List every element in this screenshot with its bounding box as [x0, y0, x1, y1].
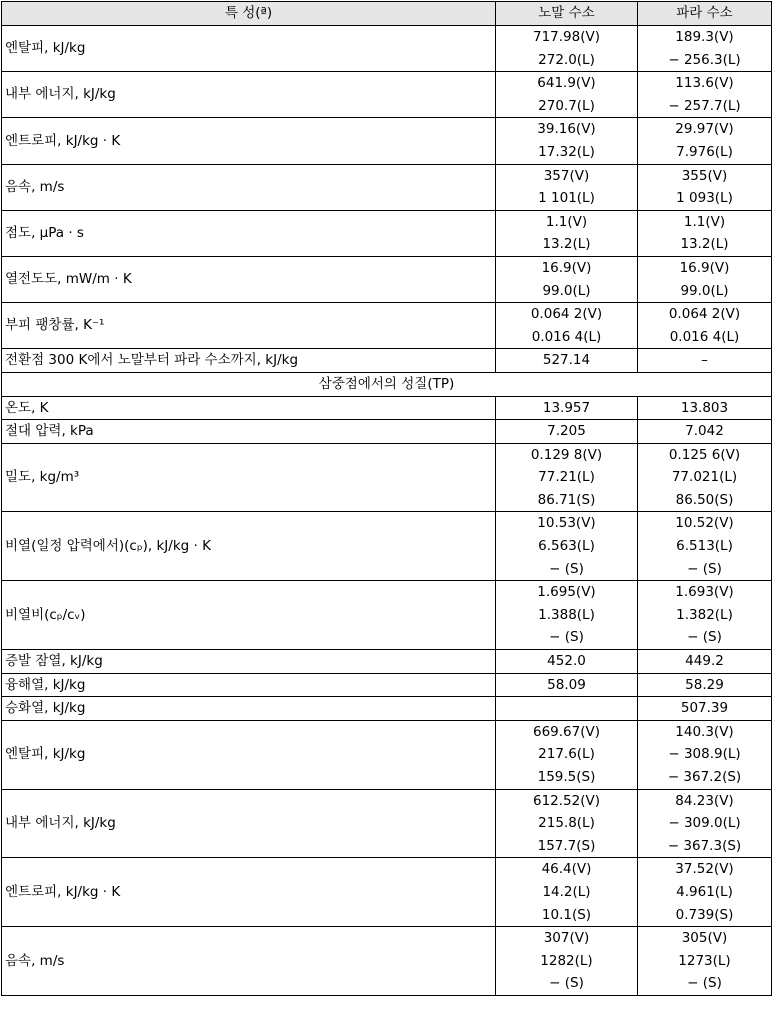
normal-value: 1282(L)	[540, 952, 593, 969]
para-value: 86.50(S)	[675, 491, 734, 508]
normal-value: 612.52(V)	[532, 792, 600, 809]
table-row	[2, 650, 772, 674]
para-value-cell	[638, 650, 772, 674]
table-row	[2, 164, 772, 210]
para-value: 1273(L)	[678, 952, 731, 969]
property-label: 비열(일정 압력에서)(cₚ), kJ/kg · K	[2, 512, 496, 581]
para-value: 13.2(L)	[680, 236, 729, 253]
table-row	[2, 927, 772, 996]
table-body	[2, 26, 772, 996]
para-value: 1 093(L)	[676, 190, 733, 207]
table-row	[2, 26, 772, 72]
para-value: − 367.3(S)	[667, 837, 742, 854]
property-label: 내부 에너지, kJ/kg	[2, 72, 496, 118]
para-value: − 309.0(L)	[668, 815, 741, 832]
table-row	[2, 581, 772, 650]
normal-value: 7.205	[547, 423, 586, 440]
table-row	[2, 443, 772, 512]
property-label: 절대 압력, kPa	[2, 420, 496, 444]
property-label: 내부 에너지, kJ/kg	[2, 789, 496, 858]
para-value: 99.0(L)	[680, 282, 729, 299]
normal-value: 272.0(L)	[538, 51, 595, 68]
header-normal-hydrogen: 노말 수소	[496, 2, 638, 26]
para-value: 58.29	[685, 676, 724, 693]
para-value-cell	[638, 443, 772, 512]
normal-value-cell	[496, 396, 638, 420]
para-value: 189.3(V)	[675, 29, 734, 45]
para-value: 6.513(L)	[676, 538, 733, 555]
property-label: 온도, K	[2, 396, 496, 420]
para-value: 13.803	[680, 399, 729, 416]
para-value: 7.976(L)	[676, 143, 733, 160]
normal-value: − (S)	[549, 975, 584, 992]
normal-value-cell	[496, 349, 638, 373]
hydrogen-properties-table	[1, 1, 772, 996]
para-value-cell	[638, 581, 772, 650]
normal-value: 16.9(V)	[541, 259, 592, 276]
section-title: 삼중점에서의 성질(TP)	[2, 372, 772, 396]
table-row	[2, 349, 772, 373]
property-label: 승화열, kJ/kg	[2, 697, 496, 721]
table-row	[2, 396, 772, 420]
para-value: 77.021(L)	[671, 469, 738, 486]
para-value: 449.2	[685, 653, 724, 670]
normal-value-cell	[496, 858, 638, 927]
normal-value: 77.21(L)	[538, 469, 595, 486]
para-value-cell	[638, 303, 772, 349]
para-value: 113.6(V)	[675, 75, 734, 92]
property-label: 융해열, kJ/kg	[2, 673, 496, 697]
para-value: − 367.2(S)	[667, 769, 742, 785]
normal-value: 17.32(L)	[538, 143, 595, 160]
normal-value: 86.71(S)	[537, 491, 596, 508]
normal-value: 14.2(L)	[542, 883, 591, 900]
normal-value-cell	[496, 118, 638, 164]
normal-value-cell	[496, 512, 638, 581]
normal-value-cell	[496, 210, 638, 256]
para-value-cell	[638, 349, 772, 373]
normal-value-cell	[496, 673, 638, 697]
table-row	[2, 512, 772, 581]
table-row	[2, 72, 772, 118]
property-label: 엔트로피, kJ/kg · K	[2, 118, 496, 164]
para-value: − 257.7(L)	[668, 97, 741, 114]
property-label: 부피 팽창률, K⁻¹	[2, 303, 496, 349]
property-label: 엔탈피, kJ/kg	[2, 26, 496, 72]
para-value-cell	[638, 420, 772, 444]
normal-value: − (S)	[549, 629, 584, 646]
para-value: –	[701, 352, 708, 369]
para-value-cell	[638, 164, 772, 210]
normal-value: 527.14	[542, 352, 591, 369]
normal-value-cell	[496, 697, 638, 721]
para-value: 10.52(V)	[675, 515, 734, 532]
normal-value: 99.0(L)	[542, 282, 591, 299]
para-value: 305(V)	[681, 930, 728, 947]
normal-value: 13.2(L)	[542, 236, 591, 253]
para-value-cell	[638, 720, 772, 789]
normal-value: 452.0	[547, 653, 586, 670]
normal-value: 39.16(V)	[537, 121, 596, 138]
normal-value: 357(V)	[543, 167, 590, 184]
normal-value: 159.5(S)	[537, 769, 596, 785]
normal-value: 0.016 4(L)	[531, 328, 602, 345]
property-label: 전환점 300 K에서 노말부터 파라 수소까지, kJ/kg	[2, 349, 496, 373]
para-value: 4.961(L)	[676, 883, 733, 900]
section-row	[2, 372, 772, 396]
para-value: 29.97(V)	[675, 121, 734, 138]
para-value-cell	[638, 118, 772, 164]
normal-value: 10.53(V)	[537, 515, 596, 532]
table-row	[2, 789, 772, 858]
normal-value-cell	[496, 650, 638, 674]
para-value: − (S)	[687, 560, 722, 577]
table-row	[2, 210, 772, 256]
normal-value: 1 101(L)	[538, 190, 595, 207]
normal-value: 46.4(V)	[541, 861, 592, 878]
normal-value: 1.388(L)	[538, 606, 595, 623]
normal-value-cell	[496, 26, 638, 72]
para-value: 0.064 2(V)	[668, 306, 741, 323]
normal-value: 58.09	[547, 676, 586, 693]
para-value-cell	[638, 512, 772, 581]
para-value: − 256.3(L)	[668, 51, 741, 68]
normal-value-cell	[496, 256, 638, 302]
normal-value: 13.957	[542, 399, 591, 416]
normal-value: 1.1(V)	[545, 213, 588, 230]
normal-value	[500, 697, 633, 720]
property-label: 비열비(cₚ/cᵥ)	[2, 581, 496, 650]
para-value-cell	[638, 26, 772, 72]
para-value: 16.9(V)	[679, 259, 730, 276]
para-value: 0.125 6(V)	[668, 446, 741, 463]
para-value: 140.3(V)	[675, 723, 734, 740]
header-para-hydrogen: 파라 수소	[638, 2, 772, 26]
normal-value: 669.67(V)	[532, 723, 600, 740]
property-label: 열전도도, mW/m · K	[2, 256, 496, 302]
para-value-cell	[638, 210, 772, 256]
para-value: 507.39	[680, 700, 729, 717]
normal-value-cell	[496, 581, 638, 650]
normal-value-cell	[496, 303, 638, 349]
para-value: 1.382(L)	[676, 606, 733, 623]
normal-value-cell	[496, 420, 638, 444]
property-label: 점도, μPa · s	[2, 210, 496, 256]
normal-value: 217.6(L)	[538, 746, 595, 763]
normal-value-cell	[496, 720, 638, 789]
normal-value: 307(V)	[543, 930, 590, 947]
para-value-cell	[638, 396, 772, 420]
normal-value: 157.7(S)	[537, 837, 596, 854]
para-value: − 308.9(L)	[668, 746, 741, 763]
property-label: 음속, m/s	[2, 164, 496, 210]
table-row	[2, 697, 772, 721]
normal-value-cell	[496, 789, 638, 858]
property-label: 엔트로피, kJ/kg · K	[2, 858, 496, 927]
para-value: 0.016 4(L)	[669, 328, 740, 345]
para-value: 7.042	[685, 423, 724, 440]
header-property: 특 성(ª)	[2, 2, 496, 26]
table-row	[2, 673, 772, 697]
property-label: 증발 잠열, kJ/kg	[2, 650, 496, 674]
table-row	[2, 256, 772, 302]
para-value-cell	[638, 858, 772, 927]
para-value: 1.693(V)	[675, 584, 734, 601]
property-label: 엔탈피, kJ/kg	[2, 720, 496, 789]
normal-value-cell	[496, 443, 638, 512]
normal-value-cell	[496, 927, 638, 996]
para-value-cell	[638, 673, 772, 697]
table-row	[2, 720, 772, 789]
normal-value: 215.8(L)	[538, 815, 595, 832]
para-value-cell	[638, 789, 772, 858]
para-value-cell	[638, 697, 772, 721]
table-row	[2, 858, 772, 927]
para-value-cell	[638, 256, 772, 302]
normal-value: 270.7(L)	[538, 97, 595, 114]
header-row	[2, 2, 772, 26]
normal-value-cell	[496, 164, 638, 210]
property-label: 밀도, kg/m³	[2, 443, 496, 512]
normal-value: 641.9(V)	[537, 75, 596, 92]
table-row	[2, 118, 772, 164]
normal-value: − (S)	[549, 560, 584, 577]
normal-value: 6.563(L)	[538, 538, 595, 555]
para-value-cell	[638, 72, 772, 118]
normal-value: 717.98(V)	[532, 29, 600, 45]
property-label: 음속, m/s	[2, 927, 496, 996]
normal-value: 0.064 2(V)	[530, 306, 603, 323]
para-value: 1.1(V)	[683, 213, 726, 230]
para-value: 0.739(S)	[675, 906, 734, 923]
para-value-cell	[638, 927, 772, 996]
para-value: 84.23(V)	[675, 792, 734, 809]
normal-value-cell	[496, 72, 638, 118]
normal-value: 0.129 8(V)	[530, 446, 603, 463]
para-value: − (S)	[687, 975, 722, 992]
table-row	[2, 420, 772, 444]
normal-value: 1.695(V)	[537, 584, 596, 601]
para-value: 355(V)	[681, 167, 728, 184]
para-value: − (S)	[687, 629, 722, 646]
table-row	[2, 303, 772, 349]
normal-value: 10.1(S)	[541, 906, 592, 923]
para-value: 37.52(V)	[675, 861, 734, 878]
